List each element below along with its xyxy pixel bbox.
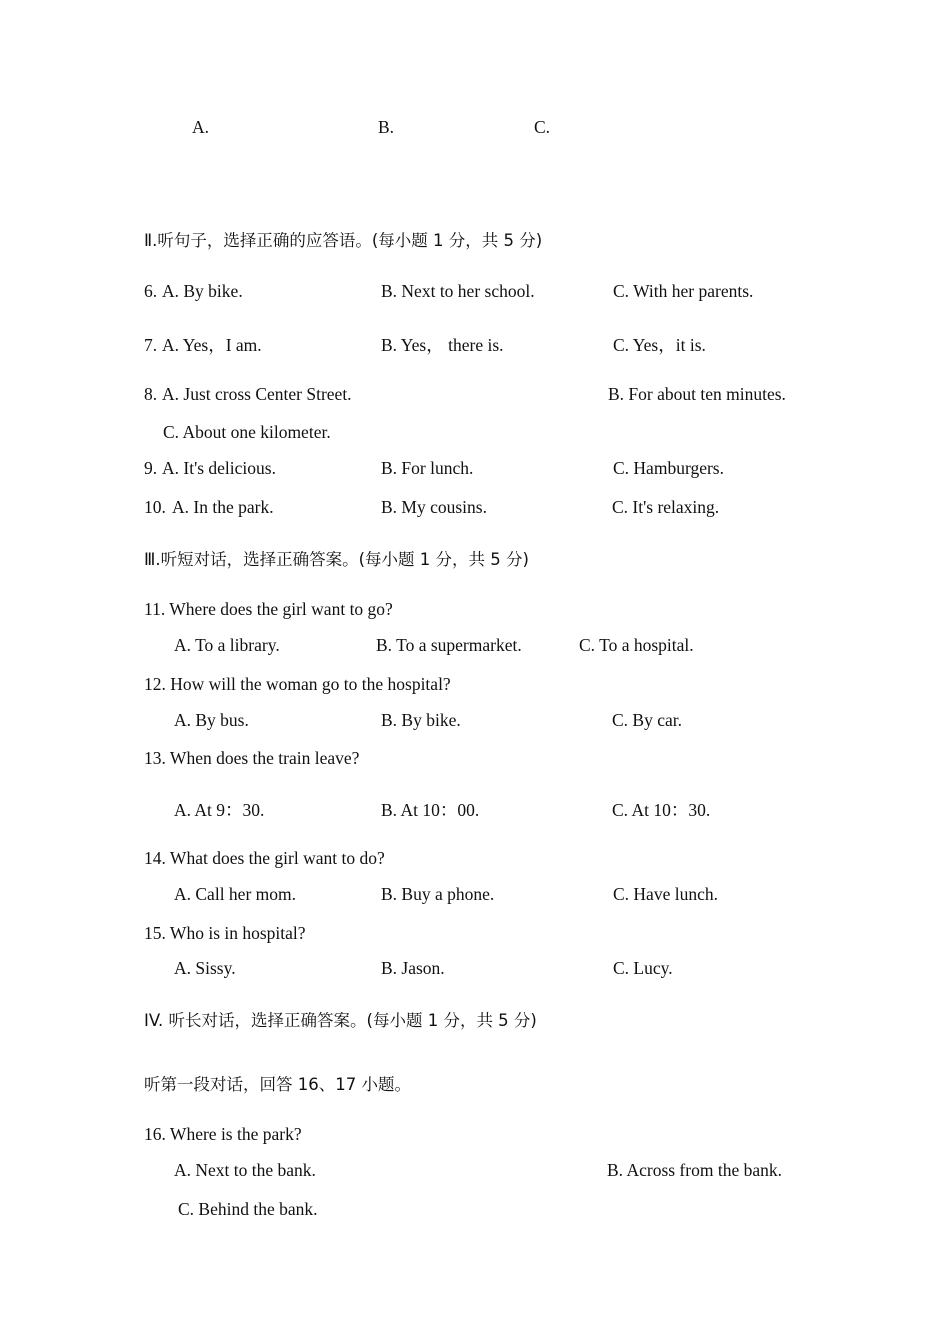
q6-option-c: C. With her parents.	[613, 281, 754, 301]
q14-option-c: C. Have lunch.	[613, 884, 718, 904]
q7-num: 7.	[144, 335, 158, 355]
q10-option-b: B. My cousins.	[381, 497, 487, 517]
q13-question: 13. When does the train leave?	[144, 748, 360, 768]
q9-num: 9.	[144, 458, 158, 478]
q6-num: 6.	[144, 281, 158, 301]
q10-num: 10.	[144, 497, 166, 517]
q16-question: 16. Where is the park?	[144, 1124, 302, 1144]
q15-question: 15. Who is in hospital?	[144, 923, 306, 943]
q8-num: 8.	[144, 384, 158, 404]
q16-option-b: B. Across from the bank.	[607, 1160, 782, 1180]
q9-option-c: C. Hamburgers.	[613, 458, 724, 478]
q7-option-b: B. Yes， there is.	[381, 335, 504, 355]
q11-option-c: C. To a hospital.	[579, 635, 694, 655]
q11-option-b: B. To a supermarket.	[376, 635, 522, 655]
q11-option-a: A. To a library.	[174, 635, 280, 655]
q8-option-a: A. Just cross Center Street.	[162, 384, 352, 404]
q12-option-a: A. By bus.	[174, 710, 249, 730]
q13-option-c: C. At 10：30.	[612, 800, 711, 820]
q13-option-b: B. At 10：00.	[381, 800, 480, 820]
q9-option-b: B. For lunch.	[381, 458, 474, 478]
q8-option-b: B. For about ten minutes.	[608, 384, 786, 404]
section4-heading: IV. 听长对话，选择正确答案。(每小题 1 分，共 5 分)	[144, 1011, 537, 1030]
q14-option-b: B. Buy a phone.	[381, 884, 495, 904]
section3-heading: Ⅲ.听短对话，选择正确答案。(每小题 1 分，共 5 分)	[144, 550, 529, 569]
q15-option-a: A. Sissy.	[174, 958, 236, 978]
q11-question: 11. Where does the girl want to go?	[144, 599, 393, 619]
q14-question: 14. What does the girl want to do?	[144, 848, 385, 868]
q9-option-a: A. It's delicious.	[162, 458, 276, 478]
q15-option-b: B. Jason.	[381, 958, 445, 978]
q10-option-c: C. It's relaxing.	[612, 497, 720, 517]
q13-option-a: A. At 9：30.	[174, 800, 265, 820]
q14-option-a: A. Call her mom.	[174, 884, 296, 904]
q16-option-c: C. Behind the bank.	[178, 1199, 318, 1219]
q6-option-b: B. Next to her school.	[381, 281, 535, 301]
section2-heading: Ⅱ.听句子，选择正确的应答语。(每小题 1 分，共 5 分)	[144, 231, 543, 250]
q12-question: 12. How will the woman go to the hospital?	[144, 674, 451, 694]
q6-option-a: A. By bike.	[162, 281, 243, 301]
q12-option-c: C. By car.	[612, 710, 682, 730]
q12-option-b: B. By bike.	[381, 710, 461, 730]
q15-option-c: C. Lucy.	[613, 958, 673, 978]
top-option-a: A.	[192, 117, 210, 137]
q16-option-a: A. Next to the bank.	[174, 1160, 316, 1180]
top-option-b: B.	[378, 117, 395, 137]
q7-option-c: C. Yes，it is.	[613, 335, 706, 355]
top-option-c: C.	[534, 117, 551, 137]
section4-sub-heading: 听第一段对话，回答 16、17 小题。	[144, 1075, 411, 1094]
q8-option-c: C. About one kilometer.	[163, 422, 331, 442]
q7-option-a: A. Yes，I am.	[162, 335, 262, 355]
q10-option-a: A. In the park.	[172, 497, 274, 517]
